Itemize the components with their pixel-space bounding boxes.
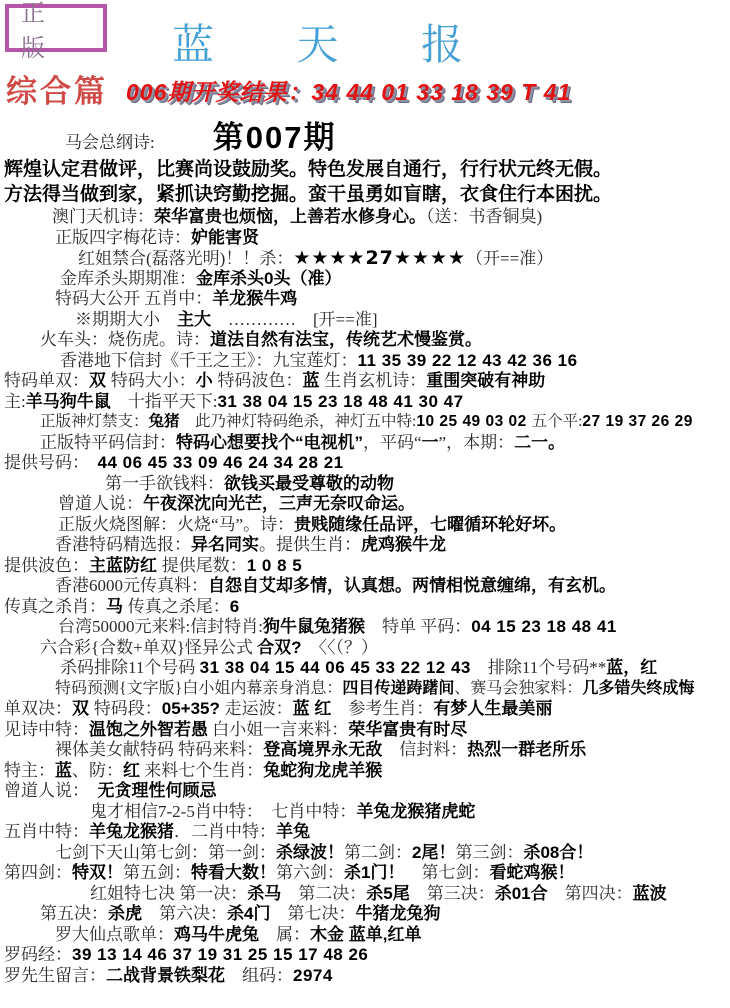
text-line xyxy=(0,330,730,351)
text-segment: 四目传递踌躇间 xyxy=(342,679,455,697)
page-title: 蓝 天 报 xyxy=(172,23,500,69)
text-segment: 蓝，红 xyxy=(606,658,658,677)
text-line xyxy=(0,248,730,269)
text-segment: 香港特码精选报： xyxy=(55,535,191,554)
text-segment: 台湾50000元来料:信封特肖: xyxy=(58,617,263,636)
text-segment: 看蛇鸡猴！ xyxy=(489,863,575,882)
text-line xyxy=(0,761,730,782)
text-line xyxy=(0,945,730,966)
text-segment: 2尾！ xyxy=(412,842,456,862)
text-segment: 妒能害贤 xyxy=(191,227,259,247)
text-line xyxy=(0,556,730,577)
text-segment: 蓝 红 xyxy=(292,699,332,718)
text-segment: 特单 平码： xyxy=(364,617,472,636)
text-segment: 44 06 45 33 09 46 24 34 28 21 xyxy=(97,453,344,472)
text-segment: （送：书香铜臭) xyxy=(426,207,543,226)
text-segment: 提供号码： xyxy=(4,453,98,472)
text-segment: 第一手欲钱料： xyxy=(105,473,224,493)
text-segment: 方法得当做到家，紧抓诀窍勤挖掘。蛮干虽勇如盲瞎，衣食住行本困扰。 xyxy=(4,184,613,205)
text-segment: 荣华富贵有时尽 xyxy=(348,719,468,739)
text-segment: 。提供生肖： xyxy=(259,535,361,554)
text-segment: 白小姐一言来料： xyxy=(208,719,349,739)
text-line xyxy=(0,351,730,372)
text-segment: 正版神灯禁支： xyxy=(40,413,149,430)
text-segment: 六合彩{合数+单双}怪异公式 xyxy=(40,637,258,657)
text-segment: 来料七个生肖： xyxy=(140,760,264,780)
text-segment: 27 19 37 26 29 xyxy=(582,413,693,430)
text-line xyxy=(0,576,730,597)
text-line xyxy=(0,515,730,536)
text-segment: 辉煌认定君做评，比赛尚设鼓励奖。特色发展自通行，行行状元终无假。 xyxy=(4,159,613,180)
text-segment: 参考生肖： xyxy=(331,699,434,718)
text-segment: 虎鸡猴牛龙 xyxy=(361,535,446,554)
text-segment: 正版四字梅花诗： xyxy=(55,227,191,247)
text-segment: 曾道人说： xyxy=(58,494,143,513)
text-segment: 裸体美女献特码 特码来料： xyxy=(55,740,264,759)
text-line xyxy=(0,617,730,638)
text-segment: 特双！ xyxy=(72,863,123,882)
text-line xyxy=(0,228,730,249)
text-segment: 05+35? xyxy=(161,699,225,718)
text-segment: 单双决： xyxy=(4,699,72,718)
text-line xyxy=(0,412,730,433)
text-segment: 十指平天下: xyxy=(110,391,218,411)
text-segment: 10 25 49 03 02 xyxy=(416,413,532,430)
text-segment: 走运波： xyxy=(224,699,293,718)
text-segment: 金库杀头期期准： xyxy=(60,268,196,288)
text-segment: 第六决： xyxy=(142,904,227,923)
text-segment: 登高境界永无敌 xyxy=(263,740,383,759)
text-line xyxy=(0,119,730,157)
text-segment: 特码段： xyxy=(93,699,162,718)
text-segment: 双 xyxy=(72,699,94,718)
text-segment: 第七决： xyxy=(270,904,356,923)
text-segment: 异名同实 xyxy=(191,535,259,554)
text-segment: 、防： xyxy=(72,760,123,780)
text-segment: 主: xyxy=(4,391,26,411)
text-segment: 特码心想要找个“电视机” xyxy=(176,432,363,452)
text-line xyxy=(0,182,730,207)
text-line xyxy=(0,371,730,392)
text-line xyxy=(0,535,730,556)
text-segment: 杀1门！ xyxy=(344,863,405,882)
text-segment: 香港6000元传真料： xyxy=(55,576,208,595)
text-line xyxy=(0,781,730,802)
text-line xyxy=(0,802,730,823)
text-segment: 第三剑： xyxy=(455,842,524,862)
text-line xyxy=(0,157,730,182)
text-segment: 第007期 xyxy=(212,120,337,155)
text-segment: 11 35 39 22 12 43 42 36 16 xyxy=(357,350,578,370)
text-segment: 31 38 04 15 44 06 45 33 22 12 43 xyxy=(199,658,471,677)
text-segment: 传真之杀肖： xyxy=(4,596,106,616)
previous-draw-result: 006期开奖结果：34 44 01 33 18 39 T 41 xyxy=(126,79,572,105)
text-segment: 杀码排除11个号码 xyxy=(60,658,200,677)
text-segment: （开==准） xyxy=(466,249,554,268)
text-segment: 〈〈（？） xyxy=(301,637,379,657)
text-segment: 杀虎 xyxy=(108,904,142,923)
text-line xyxy=(0,679,730,700)
text-segment: 红姐禁合(磊落光明)！！杀： xyxy=(78,249,294,268)
text-segment: 见诗中特： xyxy=(4,719,89,739)
text-line xyxy=(0,925,730,946)
text-segment: 主大 xyxy=(177,309,211,329)
text-segment: 杀4门 xyxy=(227,904,271,923)
text-segment: 传真之杀尾： xyxy=(127,596,230,616)
text-line xyxy=(0,453,730,474)
text-line xyxy=(0,699,730,720)
text-segment: 无贪理性何顾忌 xyxy=(80,781,217,800)
text-line xyxy=(0,392,730,413)
text-segment: 马 xyxy=(106,596,128,616)
text-segment: ※期期大小 xyxy=(75,309,177,329)
text-line xyxy=(0,474,730,495)
text-segment: 正版特平码信封： xyxy=(40,432,176,452)
text-segment: 杀5尾 xyxy=(366,883,410,903)
text-segment: 红 xyxy=(123,760,140,780)
text-segment: ”，本期： xyxy=(438,432,515,452)
text-segment: 香港地下信封《千王之王》：九宝莲灯： xyxy=(60,350,358,370)
text-segment: 特主： xyxy=(4,760,55,780)
text-segment: ，平码“ xyxy=(363,432,422,452)
text-segment: 特码波色： xyxy=(217,371,303,390)
text-line xyxy=(0,433,730,454)
text-segment: 羊兔 xyxy=(276,822,310,841)
text-segment: 第二决： xyxy=(281,883,367,903)
text-segment: 二一。 xyxy=(514,432,566,452)
authenticity-badge: 正 版 xyxy=(5,4,107,52)
text-segment: 罗码经： xyxy=(4,945,72,964)
text-segment: 金库杀头0头（准） xyxy=(196,268,342,288)
text-line xyxy=(0,904,730,925)
text-line xyxy=(0,289,730,310)
text-segment: 双 xyxy=(89,371,111,390)
text-segment: 几多错失终成悔 xyxy=(582,679,695,697)
text-line xyxy=(0,884,730,905)
text-line xyxy=(0,843,730,864)
text-segment: 一 xyxy=(421,432,439,452)
text-segment: 荣华富贵也烦恼，上善若水修身心。 xyxy=(154,207,426,226)
text-segment: 组码： xyxy=(225,965,293,985)
text-segment: 小 xyxy=(195,371,218,390)
text-line xyxy=(0,863,730,884)
text-segment: 第五决： xyxy=(40,904,108,923)
text-segment: 特码大小： xyxy=(110,371,196,390)
text-segment: 特看大数！ xyxy=(191,863,276,882)
text-segment: 1 0 8 5 xyxy=(246,555,303,575)
text-segment: 红姐特七决 第一决： xyxy=(90,883,248,903)
text-segment: 第六剑： xyxy=(276,863,344,882)
text-line xyxy=(0,494,730,515)
text-segment: 兔蛇狗龙虎羊猴 xyxy=(263,760,383,780)
text-segment: 欲钱买最受尊敬的动物 xyxy=(224,473,394,493)
text-segment: 牛猪龙兔狗 xyxy=(355,904,441,923)
text-segment: 提供波色： xyxy=(4,555,89,575)
section-label: 综合篇 xyxy=(6,74,108,109)
text-segment: 自怨自艾却多情，认真想。两情相悦意缠绵，有玄机。 xyxy=(208,576,616,595)
text-segment: 兔猪 xyxy=(148,413,180,430)
text-segment: 重围突破有神助 xyxy=(426,371,546,390)
text-segment: 杀绿波！ xyxy=(276,842,344,862)
text-segment: 特码预测{文字版}白小姐内幕亲身消息： xyxy=(55,679,343,697)
text-line xyxy=(0,310,730,331)
text-segment: 合双? xyxy=(257,637,302,657)
text-line xyxy=(0,720,730,741)
text-segment: 蓝波 xyxy=(632,883,667,903)
text-segment: 狗牛鼠兔猪猴 xyxy=(262,617,365,636)
text-segment: 杀马 xyxy=(247,883,282,903)
text-segment: 热烈一群老所乐 xyxy=(467,740,587,759)
text-segment: ．二肖中特： xyxy=(174,822,276,841)
text-segment: 马会总纲诗: xyxy=(65,133,155,152)
text-segment: 蓝 xyxy=(302,371,325,390)
text-segment: 罗先生留言： xyxy=(4,965,106,985)
text-line xyxy=(0,966,730,987)
text-segment: 生肖玄机诗： xyxy=(324,371,427,390)
text-segment: 2974 xyxy=(293,965,333,985)
text-segment: 正版火烧图解：火烧“马”。诗： xyxy=(58,514,295,534)
text-segment: 第七剑： xyxy=(404,863,490,882)
text-segment: ★★★★27★★★★ xyxy=(293,247,467,269)
text-line xyxy=(0,207,730,228)
text-segment: 杀08合！ xyxy=(523,842,594,862)
text-segment: 曾道人说： xyxy=(4,781,81,800)
text-segment: 特码大公开 五肖中： xyxy=(55,289,213,308)
text-segment: 鸡马牛虎兔 xyxy=(174,924,259,944)
text-line xyxy=(0,638,730,659)
text-segment: 羊兔龙猴猪虎蛇 xyxy=(356,801,476,821)
text-segment: 羊兔龙猴猪 xyxy=(89,822,174,841)
text-segment: 罗大仙点歌单： xyxy=(55,924,174,944)
text-segment: 6 xyxy=(229,596,240,616)
text-segment: 七肖中特： xyxy=(254,801,357,821)
text-segment: 贵贱随缘任品评，七曜循环轮好坏。 xyxy=(294,514,567,534)
text-segment: 特码单双： xyxy=(4,371,89,390)
text-segment: 温饱之外智若愚 xyxy=(89,719,208,739)
text-segment: 04 15 23 18 48 41 xyxy=(471,617,617,636)
text-segment: 七剑下天山第七剑：第一剑： xyxy=(55,842,276,862)
text-line xyxy=(0,822,730,843)
text-segment: 木金 蓝单,红单 xyxy=(310,924,422,944)
text-line xyxy=(0,597,730,618)
text-line xyxy=(0,740,730,761)
text-segment: 二战背景铁梨花 xyxy=(106,965,225,985)
text-segment: 羊马狗牛鼠 xyxy=(25,391,111,411)
text-segment: 属： xyxy=(259,924,310,944)
text-segment: 信封料： xyxy=(382,740,468,759)
text-segment: 杀01合 xyxy=(494,883,548,903)
text-line xyxy=(0,658,730,679)
text-segment: 39 13 14 46 37 19 31 25 15 17 48 26 xyxy=(72,945,369,964)
text-segment: 午夜深沈向光芒，三声无奈叹命运。 xyxy=(143,494,415,513)
text-segment: 有梦人生最美丽 xyxy=(433,699,553,718)
text-segment: 五肖中特： xyxy=(4,822,89,841)
text-line xyxy=(0,269,730,290)
text-segment: 第三决： xyxy=(409,883,495,903)
text-segment: 提供尾数： xyxy=(161,555,247,575)
text-segment: 第四决： xyxy=(547,883,633,903)
text-segment: 第五剑： xyxy=(123,863,191,882)
text-segment: 第二剑： xyxy=(344,842,412,862)
text-segment: 羊龙猴牛鸡 xyxy=(212,289,298,308)
text-segment: ………… [开==准] xyxy=(211,309,378,329)
text-segment: 第四剑： xyxy=(4,863,72,882)
body-lines xyxy=(0,119,730,986)
text-segment: 澳门天机诗： xyxy=(52,207,154,226)
text-segment: 五个平: xyxy=(531,413,583,430)
text-segment: 此乃神灯特码绝杀，神灯五中特: xyxy=(179,413,417,430)
text-segment: 31 38 04 15 23 18 48 41 30 47 xyxy=(217,391,464,411)
text-segment: 火车头：烧伤虎。诗： xyxy=(40,330,210,349)
text-segment: 道法自然有法宝，传统艺术慢鉴赏。 xyxy=(210,330,482,349)
text-segment: 蓝 xyxy=(55,760,72,780)
text-segment: 主蓝防红 xyxy=(89,555,162,575)
text-segment: 排除11个号码** xyxy=(470,658,607,677)
text-segment: 鬼才相信7-2-5肖中特： xyxy=(90,801,255,821)
text-segment: 、赛马会独家料： xyxy=(454,679,583,697)
